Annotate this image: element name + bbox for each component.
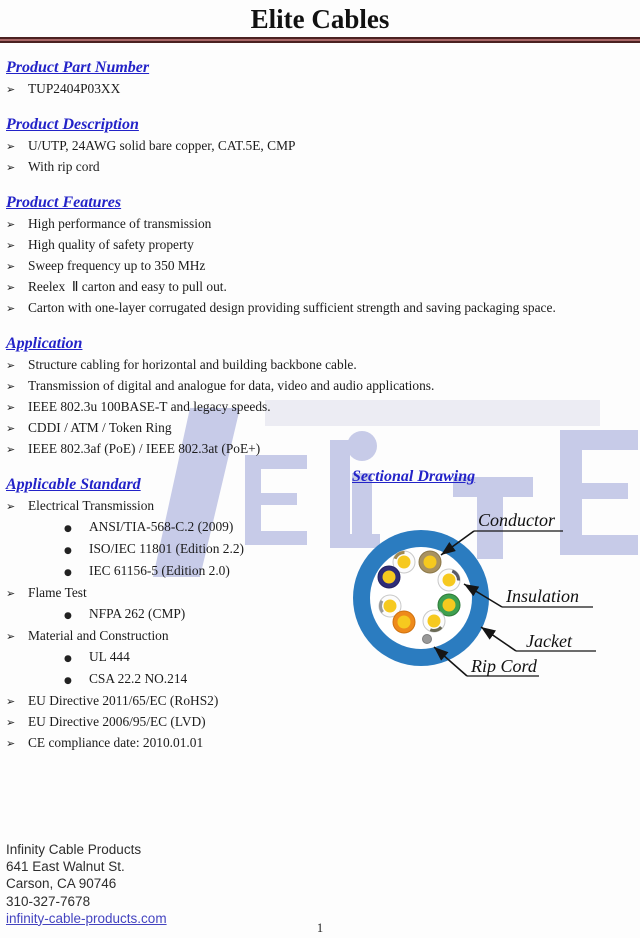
section-heading: Application	[6, 335, 83, 352]
jacket-label: Jacket	[526, 631, 572, 651]
arrow-bullet-icon: ➢	[6, 161, 16, 174]
bullet-text: IEEE 802.3af (PoE) / IEEE 802.3at (PoE+)	[28, 441, 261, 456]
arrow-bullet-icon: ➢	[6, 716, 16, 729]
bullet-item	[6, 235, 634, 256]
arrow-bullet-icon: ➢	[6, 422, 16, 435]
bullet-item	[6, 79, 634, 100]
dot-bullet-icon: ●	[64, 676, 72, 686]
dot-bullet-icon: ●	[64, 611, 72, 621]
rip-cord-dot	[423, 635, 432, 644]
bullet-text: IEEE 802.3u 100BASE-T and legacy speeds.	[28, 399, 271, 414]
section-heading: Applicable Standard	[6, 476, 141, 493]
footer-city: Carson, CA 90746	[6, 876, 117, 892]
bullet-text: With rip cord	[28, 159, 100, 174]
section-heading: Product Description	[6, 116, 139, 133]
arrow-bullet-icon: ➢	[6, 359, 16, 372]
bullet-text: CDDI / ATM / Token Ring	[28, 420, 172, 435]
bullet-text: ANSI/TIA-568-C.2 (2009)	[89, 519, 234, 534]
bullet-text: UL 444	[89, 649, 130, 664]
bullet-text: NFPA 262 (CMP)	[89, 606, 186, 621]
arrow-bullet-icon: ➢	[6, 218, 16, 231]
arrow-bullet-icon: ➢	[6, 140, 16, 153]
bullet-text: CSA 22.2 NO.214	[89, 671, 188, 686]
bullet-item	[6, 376, 634, 397]
arrow-bullet-icon: ➢	[6, 302, 16, 315]
bullet-item	[6, 439, 634, 460]
conductor-core	[384, 600, 397, 613]
footer-company: Infinity Cable Products	[6, 842, 142, 857]
section-application	[6, 335, 634, 460]
bullet-item	[6, 712, 346, 733]
bullet-text: Material and Construction	[28, 628, 169, 643]
bullet-text: Electrical Transmission	[28, 498, 155, 513]
arrow-bullet-icon: ➢	[6, 737, 16, 750]
bullet-item	[6, 583, 346, 604]
conductor-label: Conductor	[478, 510, 556, 530]
sub-bullet-item	[6, 604, 346, 626]
footer-phone: 310-327-7678	[6, 893, 91, 909]
footer-contact-block	[6, 841, 167, 927]
bullet-text: TUP2404P03XX	[28, 81, 121, 96]
arrow-bullet-icon: ➢	[6, 260, 16, 273]
wire-top-tan	[419, 551, 441, 573]
section-heading: Sectional Drawing	[352, 468, 476, 485]
page-title: Elite Cables	[250, 4, 390, 34]
bullet-item	[6, 136, 634, 157]
bullet-text: Carton with one-layer corrugated design providing sufficient strength and saving packaging space.	[28, 300, 556, 315]
conductor-core	[398, 616, 411, 629]
conductor-core	[398, 556, 411, 569]
wire-left-navy	[378, 566, 400, 588]
sub-bullet-item	[6, 539, 346, 561]
bullet-item	[6, 397, 634, 418]
section-product-description	[6, 116, 634, 178]
bullet-item	[6, 496, 346, 517]
sub-bullet-item	[6, 517, 346, 539]
page-number: 1	[316, 921, 324, 935]
arrow-bullet-icon: ➢	[6, 695, 16, 708]
arrow-bullet-icon: ➢	[6, 401, 16, 414]
bullet-text: EU Directive 2011/65/EC (RoHS2)	[28, 693, 219, 708]
bullet-item	[6, 298, 634, 319]
section-product-features	[6, 194, 634, 319]
bullet-text: High performance of transmission	[28, 216, 212, 231]
rip-cord-label: Rip Cord	[471, 656, 537, 676]
conductor-core	[443, 574, 456, 587]
sub-bullet-item	[6, 561, 346, 583]
section-heading: Product Features	[6, 194, 122, 211]
sub-bullet-item	[6, 669, 346, 691]
title-rule	[0, 37, 640, 43]
sub-bullet-item	[6, 647, 346, 669]
arrow-bullet-icon: ➢	[6, 239, 16, 252]
bullet-item	[6, 691, 346, 712]
bullet-text: CE compliance date: 2010.01.01	[28, 735, 204, 750]
dot-bullet-icon: ●	[64, 568, 72, 578]
arrow-bullet-icon: ➢	[6, 630, 16, 643]
bullet-text: Reelex Ⅱ carton and easy to pull out.	[28, 279, 227, 294]
arrow-bullet-icon: ➢	[6, 281, 16, 294]
conductor-core	[443, 599, 456, 612]
bullet-item	[6, 256, 634, 277]
bullet-text: Sweep frequency up to 350 MHz	[28, 258, 206, 273]
section-product-part-number	[6, 59, 634, 100]
bullet-item	[6, 355, 634, 376]
bullet-text: Structure cabling for horizontal and building backbone cable.	[28, 357, 357, 372]
dot-bullet-icon: ●	[64, 546, 72, 556]
dot-bullet-icon: ●	[64, 654, 72, 664]
arrow-bullet-icon: ➢	[6, 500, 16, 513]
bullet-text: High quality of safety property	[28, 237, 194, 252]
bullet-item	[6, 733, 346, 754]
cable-cross-section	[330, 460, 640, 715]
bullet-item	[6, 626, 346, 647]
arrow-bullet-icon: ➢	[6, 443, 16, 456]
bullet-item	[6, 157, 634, 178]
section-heading: Product Part Number	[6, 59, 150, 76]
bullet-item	[6, 418, 634, 439]
arrow-bullet-icon: ➢	[6, 83, 16, 96]
insulation-label: Insulation	[506, 586, 580, 606]
bullet-text: Flame Test	[28, 585, 87, 600]
conductor-core	[428, 615, 441, 628]
footer-street: 641 East Walnut St.	[6, 859, 125, 875]
bullet-text: IEC 61156-5 (Edition 2.0)	[89, 563, 230, 578]
wire-bottom-orange	[393, 611, 415, 633]
section-applicable-standard	[6, 476, 346, 754]
bullet-text: U/UTP, 24AWG solid bare copper, CAT.5E, CMP	[28, 138, 296, 153]
bullet-text: Transmission of digital and analogue for data, video and audio applications.	[28, 378, 435, 393]
conductor-core	[424, 556, 437, 569]
jacket-arrow	[481, 627, 516, 651]
bullet-text: ISO/IEC 11801 (Edition 2.2)	[89, 541, 244, 556]
bullet-text: EU Directive 2006/95/EC (LVD)	[28, 714, 206, 729]
bullet-item	[6, 277, 634, 298]
conductor-core	[383, 571, 396, 584]
dot-bullet-icon: ●	[64, 524, 72, 534]
section-sectional-drawing	[330, 460, 640, 715]
arrow-bullet-icon: ➢	[6, 587, 16, 600]
footer-website-link[interactable]: infinity-cable-products.com	[6, 910, 167, 926]
bullet-item	[6, 214, 634, 235]
arrow-bullet-icon: ➢	[6, 380, 16, 393]
